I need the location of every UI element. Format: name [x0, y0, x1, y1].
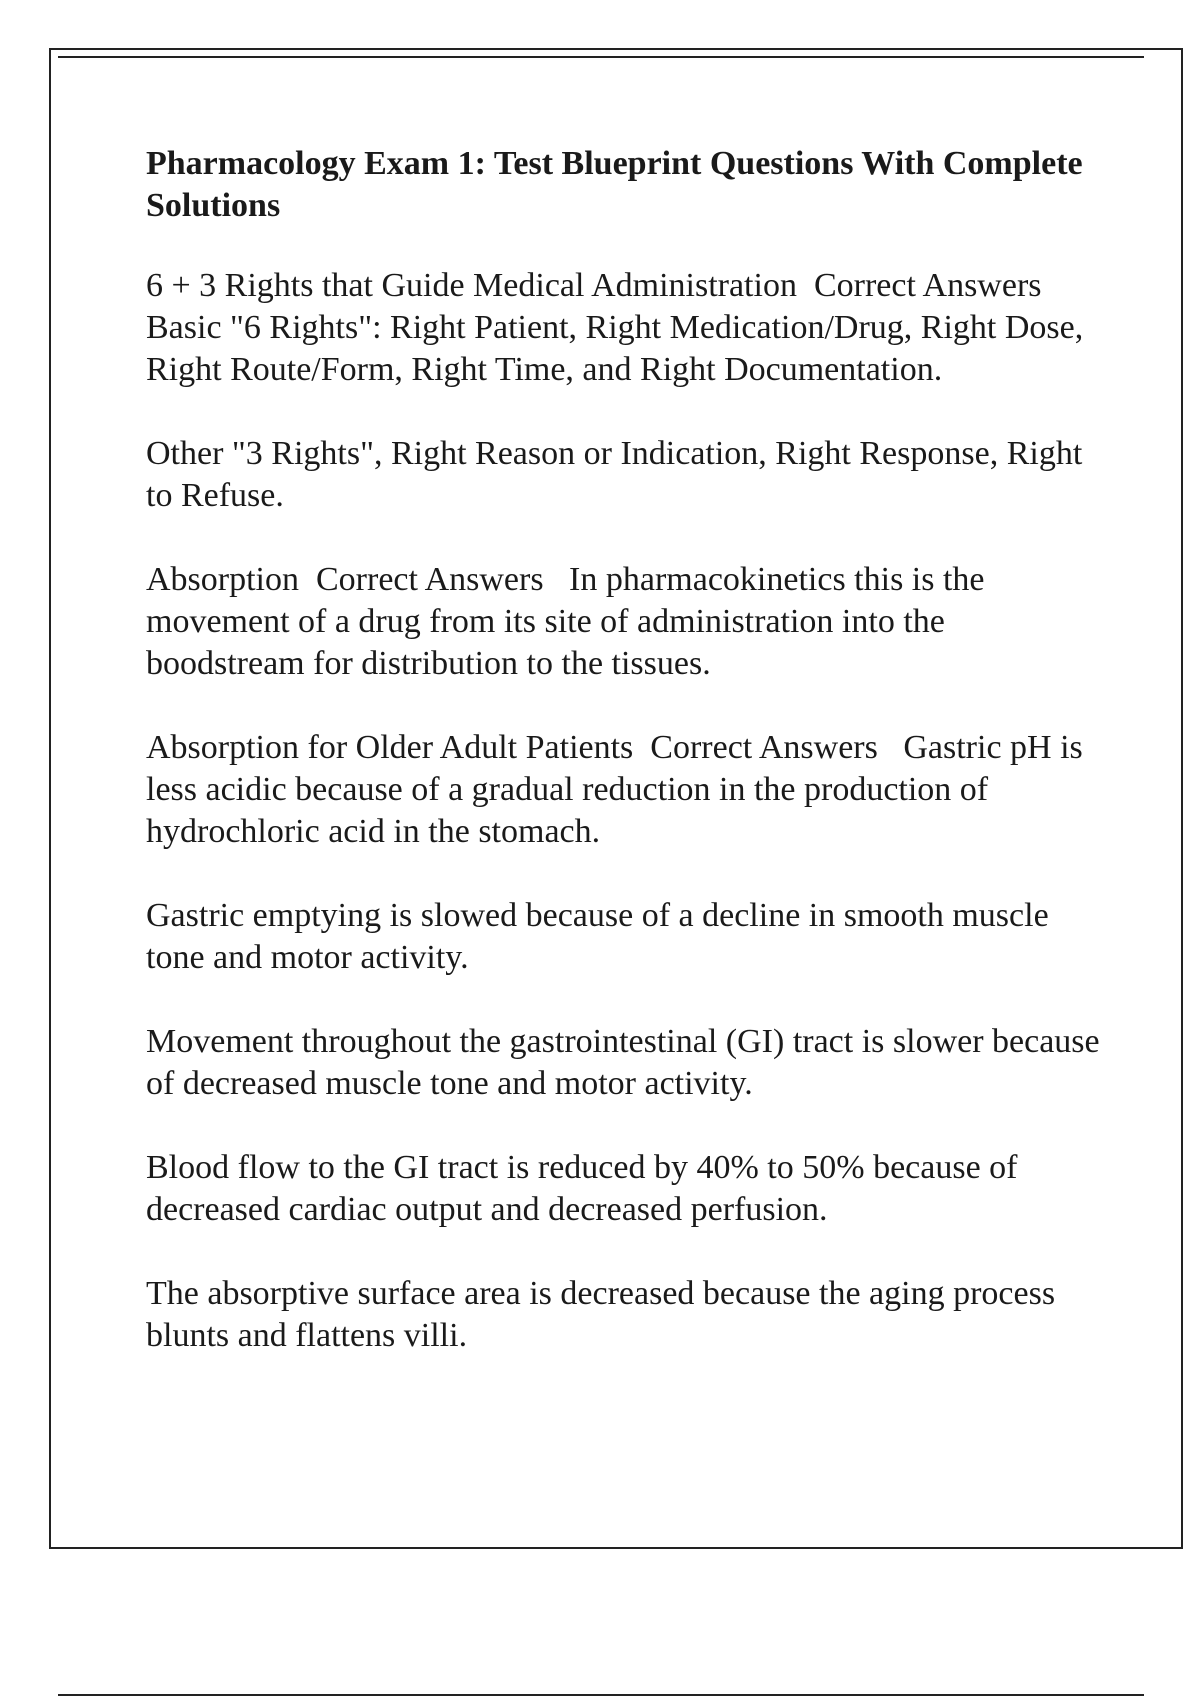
paragraph-gastric-emptying: Gastric emptying is slowed because of a decline in smooth muscle tone and motor activity.: [146, 897, 1058, 976]
top-rule: [58, 56, 1144, 58]
paragraph-absorption-older-adults: Absorption for Older Adult Patients Correct Answers Gastric pH is less acidic because of a gradual reduction in the production of hydrochloric acid in the stomach.: [146, 729, 1092, 850]
paragraph-other-three-rights: Other "3 Rights", Right Reason or Indication, Right Response, Right to Refuse.: [146, 435, 1091, 514]
bottom-rule: [58, 1694, 1144, 1696]
paragraph-blood-flow: Blood flow to the GI tract is reduced by 40% to 50% because of decreased cardiac output and decreased perfusion.: [146, 1149, 1026, 1228]
paragraph-gi-movement: Movement throughout the gastrointestinal (GI) tract is slower because of decreased muscle tone and motor activity.: [146, 1023, 1109, 1102]
document-body: [146, 143, 1109, 1399]
document-title: Pharmacology Exam 1: Test Blueprint Questions With Complete Solutions: [146, 145, 1083, 224]
paragraph-absorption: Absorption Correct Answers In pharmacokinetics this is the movement of a drug from its site of administration into the boodstream for distribution to the tissues.: [146, 561, 994, 682]
paragraph-six-plus-three-rights: 6 + 3 Rights that Guide Medical Administration Correct Answers Basic "6 Rights": Right Patient, Right Medication/Drug, Right Dose, Right Route/Form, Right Time, and Right Documentation.: [146, 267, 1092, 388]
paragraph-absorptive-surface: The absorptive surface area is decreased because the aging process blunts and flattens villi.: [146, 1275, 1064, 1354]
